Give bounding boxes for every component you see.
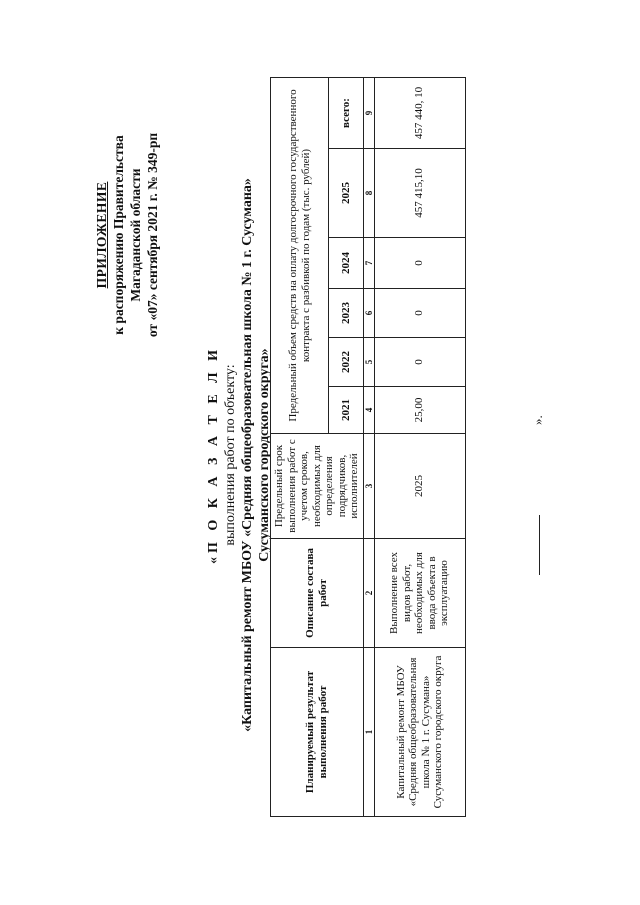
cell-2023: 0 xyxy=(374,289,465,338)
cell-2021: 25,00 xyxy=(374,387,465,434)
header-deadline: Предельный срок выполнения работ с учетом сроков, необходимых для определения подрядчиков, исполнителей xyxy=(271,434,364,539)
appendix-line-2: Магаданской области xyxy=(128,168,143,302)
title-line-1: выполнения работ по объекту: xyxy=(223,364,238,546)
header-year-2021: 2021 xyxy=(329,387,363,434)
appendix-line-1: к распоряжению Правительства xyxy=(111,135,126,335)
appendix-line-3: от «07» сентября 2021 г. № 349-рп xyxy=(145,132,160,338)
header-total: всего: xyxy=(329,78,363,149)
header-year-2024: 2024 xyxy=(329,238,363,289)
cell-2022: 0 xyxy=(374,338,465,387)
table-row xyxy=(374,78,465,817)
column-number: 6 xyxy=(363,289,374,338)
column-number: 7 xyxy=(363,238,374,289)
header-result: Планируемый результат выполнения работ xyxy=(271,648,364,817)
title-main: «П О К А З А Т Е Л И xyxy=(206,345,221,565)
column-number: 8 xyxy=(363,149,374,238)
column-number: 4 xyxy=(363,387,374,434)
header-year-2022: 2022 xyxy=(329,338,363,387)
header-funding: Предельный объем средств на оплату долгосрочного государственного контракта с разбивкой по годам (тыс. рублей) xyxy=(271,78,329,434)
column-number: 5 xyxy=(363,338,374,387)
footer xyxy=(530,335,546,575)
header-year-2025: 2025 xyxy=(329,149,363,238)
cell-deadline: 2025 xyxy=(374,434,465,539)
document-title xyxy=(205,155,273,755)
cell-2024: 0 xyxy=(374,238,465,289)
column-number: 2 xyxy=(363,539,374,648)
column-number: 3 xyxy=(363,434,374,539)
header-description: Описание состава работ xyxy=(271,539,364,648)
title-line-3: Сусуманского городского округа» xyxy=(257,348,272,562)
cell-total: 457 440, 10 xyxy=(374,78,465,149)
cell-2025: 457 415,10 xyxy=(374,149,465,238)
table-header-row xyxy=(271,78,329,817)
header-year-2023: 2023 xyxy=(329,289,363,338)
footer-rule xyxy=(539,515,540,575)
appendix-heading: ПРИЛОЖЕНИЕ xyxy=(94,181,109,289)
appendix-block xyxy=(93,85,161,385)
column-number: 9 xyxy=(363,78,374,149)
table-column-number-row xyxy=(363,78,374,817)
indicators-table xyxy=(270,77,466,817)
title-line-2: «Капитальный ремонт МБОУ «Средняя общеобразовательная школа № 1 г. Сусумана» xyxy=(240,178,255,732)
cell-description: Выполнение всех видов работ, необходимых для ввода объекта в эксплуатацию xyxy=(374,539,465,648)
column-number: 1 xyxy=(363,648,374,817)
cell-result: Капитальный ремонт МБОУ «Средняя общеобразовательная школа № 1 г. Сусумана» Сусуманского городского округа xyxy=(374,648,465,817)
footer-mark: ». xyxy=(530,415,545,425)
